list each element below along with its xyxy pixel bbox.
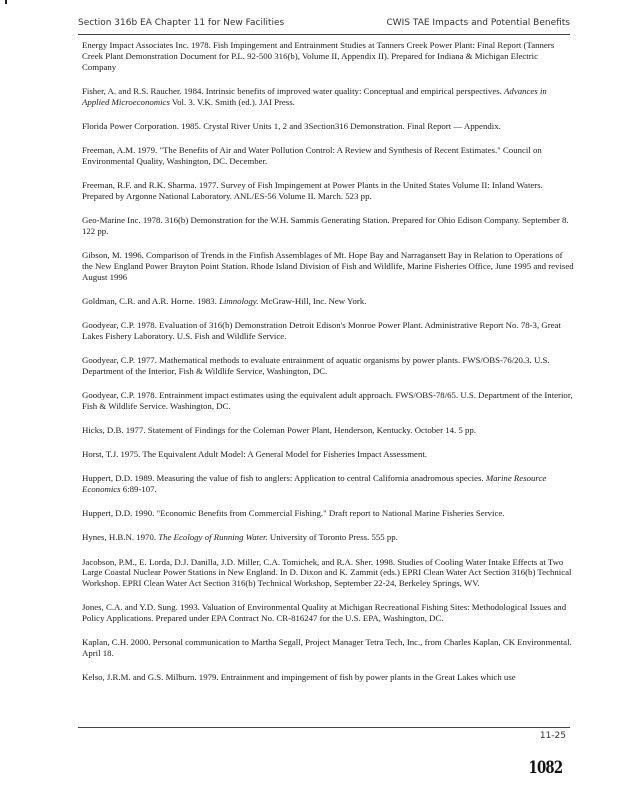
reference-entry (82, 508, 574, 519)
reference-entry (82, 215, 574, 237)
reference-text: Geo-Marine Inc. 1978. 316(b) Demonstration for the W.H. Sammis Generating Station. Prepared for Ohio Edison Company. September 8. 122 pp. (82, 214, 569, 236)
reference-text: Freeman, A.M. 1979. "The Benefits of Air and Water Pollution Control: A Review and Synthesis of Recent Estimates." Council on Environmental Quality, Washington, DC. December. (82, 144, 542, 166)
reference-entry (82, 320, 574, 342)
reference-text: Kelso, J.R.M. and G.S. Milburn. 1979. Entrainment and impingement of fish by power plants in the Great Lakes which use (82, 672, 516, 683)
reference-text: Fisher, A. and R.S. Raucher. 1984. Intrinsic benefits of improved water quality: Conceptual and empirical perspectives. (82, 85, 505, 96)
reference-entry (82, 637, 574, 659)
reference-entry (82, 145, 574, 167)
page-number: 11-25 (539, 731, 566, 741)
reference-text: Energy Impact Associates Inc. 1978. Fish Impingement and Entrainment Studies at Tanners Creek Power Plant: Final Report (Tanners Creek Plant Demonstration Document for P.L. 92-500 316(b), Volume II, Appendix II). Prepared for Indiana & Michigan Electric Company (82, 40, 555, 72)
reference-text: Goodyear, C.P. 1977. Mathematical methods to evaluate entrainment of aquatic organisms by power plants. FWS/OBS-76/20.3. U.S. Department of the Interior, Fish & Wildlife Service, Washington, DC. (82, 354, 550, 376)
reference-text: University of Toronto Press. 555 pp. (267, 532, 398, 543)
reference-entry (82, 532, 574, 543)
reference-text: Jacobson, P.M., E. Lorda, D.J. Danilla, J.D. Miller, C.A. Tomichek, and R.A. Sher. 1998. Studies of Cooling Water Intake Effects at Two Large Coastal Nuclear Power Stations in New England. In D. Dixon and K. Zammit (eds.) EPRI Clean Water Act Section 316(b) Technical Workshop. EPRI Clean Water Act Section 316(b) Technical Workshop, September 22-24, Berkeley Springs, WV. (82, 556, 572, 589)
reference-list (82, 40, 574, 697)
reference-text: Vol. 3. V.K. Smith (ed.). JAI Press. (169, 96, 295, 107)
reference-entry (82, 296, 574, 307)
reference-entry (82, 250, 574, 282)
reference-text: Horst, T.J. 1975. The Equivalent Adult Model: A General Model for Fisheries Impact Assessment. (82, 449, 427, 460)
reference-italic-text: Marine Resource Economics (82, 473, 547, 494)
reference-text: Florida Power Corporation. 1985. Crystal River Units 1, 2 and 3Section316 Demonstration. Final Report — Appendix. (82, 120, 501, 131)
reference-text: Jones, C.A. and Y.D. Sung. 1993. Valuation of Environmental Quality at Michigan Recreational Fishing Sites: Methodological Issues and Policy Applications. Prepared under EPA Contract No. CR-816247 for the U.S. EPA, Washington, DC. (82, 602, 567, 624)
reference-entry (82, 602, 574, 624)
reference-entry (82, 40, 574, 72)
bates-stamp: 1082 (528, 758, 562, 778)
reference-text: McGraw-Hill, Inc. New York. (258, 295, 367, 306)
reference-entry (82, 121, 574, 132)
reference-italic-text: Advances in Applied Microeconomics (82, 85, 547, 107)
reference-text: Huppert, D.D. 1990. "Economic Benefits from Commercial Fishing." Draft report to National Marine Fisheries Service. (82, 508, 505, 519)
reference-text: Hynes, H.B.N. 1970. (82, 532, 159, 543)
reference-entry (82, 86, 574, 108)
page-header (78, 16, 570, 32)
reference-text: Kaplan, C.H. 2000. Personal communication to Martha Segall, Project Manager Tetra Tech, Inc., from Charles Kaplan, CK Environmental. April 18. (82, 637, 572, 659)
reference-text: Goodyear, C.P. 1978. Entrainment impact estimates using the equivalent adult approach. FWS/OBS-78/65. U.S. Department of the Interior, Fish & Wildlife Service. Washington, DC. (82, 389, 573, 411)
header-left: Section 316b EA Chapter 11 for New Facilities (78, 18, 285, 28)
reference-entry (82, 425, 574, 436)
reference-text: Gibson, M. 1996. Comparison of Trends in the Finfish Assemblages of Mt. Hope Bay and Narragansett Bay in Relation to Operations of the New England Power Brayton Point Station. Rhode Island Division of Fish and Wildlife, Marine Fisheries Office, June 1995 and revised August 1996 (82, 249, 574, 282)
reference-italic-text: Limnology. (219, 295, 259, 306)
footer-rule (78, 727, 570, 728)
reference-text: Hicks, D.B. 1977. Statement of Findings for the Coleman Power Plant, Henderson, Kentucky. October 14. 5 pp. (82, 424, 477, 435)
reference-text: Freeman, R.F. and R.K. Sharma. 1977. Survey of Fish Impingement at Power Plants in the United States Volume II: Inland Waters. Prepared by Argonne National Laboratory. ANL/ES-56 Volume II. March. 523 pp. (82, 179, 543, 201)
reference-entry (82, 449, 574, 460)
header-rule (78, 34, 570, 35)
reference-entry (82, 390, 574, 412)
reference-text: Huppert, D.D. 1989. Measuring the value of fish to anglers: Application to central California anadromous species. (82, 473, 486, 484)
reference-text: Goodyear, C.P. 1978. Evaluation of 316(b) Demonstration Detroit Edison's Monroe Power Plant. Administrative Report No. 78-3, Great Lakes Fishery Laboratory. U.S. Fish and Wildlife Service. (82, 319, 561, 341)
reference-text: Goldman, C.R. and A.R. Horne. 1983. (82, 295, 220, 306)
reference-entry (82, 355, 574, 377)
reference-entry (82, 672, 574, 683)
reference-entry (82, 557, 574, 589)
reference-italic-text: The Ecology of Running Water. (158, 532, 268, 543)
scan-mark (5, 0, 7, 4)
reference-text: 6:89-107. (120, 484, 157, 494)
reference-entry (82, 180, 574, 202)
header-right: CWIS TAE Impacts and Potential Benefits (386, 18, 570, 28)
reference-entry (82, 473, 574, 495)
